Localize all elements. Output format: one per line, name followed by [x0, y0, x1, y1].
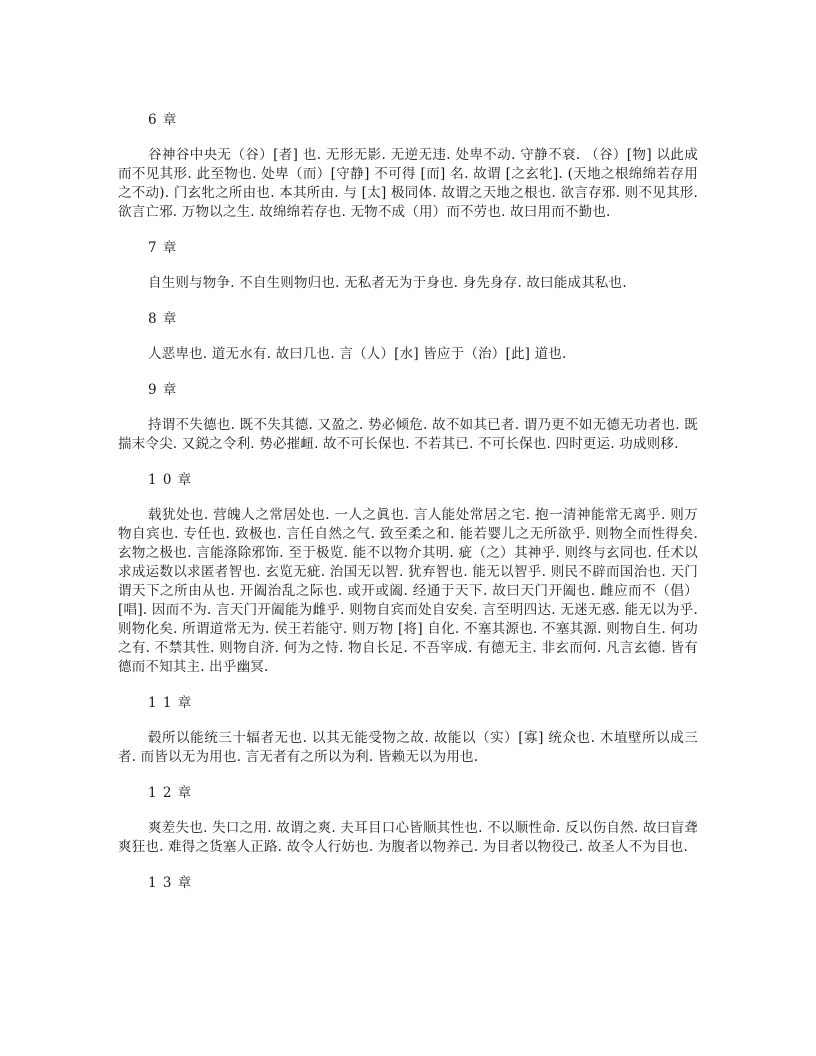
chapter-text-7: 自生则与物争. 不自生则物归也. 无私者无为于身也. 身先身存. 故曰能成其私也.	[148, 275, 627, 291]
chapter-heading-6: 6 章	[148, 112, 178, 128]
chapter-heading-7: 7 章	[148, 240, 178, 256]
chapter-text-9: 持谓不失德也. 既不失其德. 又盈之. 势必倾危. 故不如其已者. 谓乃更不如无德无功者也. 既揣末令尖. 又鋭之令利. 势必摧衄. 故不可长保也. 不若其已. 不可长保也. 四时更运. 功成则移.	[118, 417, 698, 452]
chapter-heading-9: 9 章	[148, 382, 178, 398]
chapter-heading-11: 1 1 章	[148, 695, 193, 711]
chapter-heading-12: 1 2 章	[148, 785, 193, 801]
chapter-text-8: 人恶卑也. 道无水有. 故曰几也. 言（人）[水] 皆应于（治）[此] 道也.	[148, 346, 567, 362]
chapter-heading-10: 1 0 章	[148, 472, 193, 488]
chapter-text-6: 谷神谷中央无（谷）[者] 也. 无形无影. 无逆无违. 处卑不动. 守静不衰. （谷）[物] 以此成而不见其形. 此至物也. 处卑（而）[守静] 不可得 [而] 名. 故谓 [之玄牝]. (天地之根绵绵若存用之不动). 门玄牝之所由也. 本其所由. 与 [太] 极同体. 故谓之天地之根也. 欲言存邪. 则不见其形. 欲言亡邪. 万物以之生. 故绵绵若存也. 无物不成（用）而不劳也. 故曰用而不勤也.	[118, 147, 698, 220]
document-body	[118, 108, 698, 895]
chapter-heading-13: 1 3 章	[148, 875, 193, 891]
chapter-text-10: 载犹处也. 营魄人之常居处也. 一人之眞也. 言人能处常居之宅. 抱一清神能常无离乎. 则万物自宾也. 专任也. 致极也. 言任自然之气. 致至柔之和. 能若婴儿之无所欲乎. 则物全而性得矣. 玄物之极也. 言能涤除邪饰. 至于极览. 能不以物介其明. 疵（之）其神乎. 则终与玄同也. 任术以求成运数以求匿者智也. 玄览无疵. 治国无以智. 犹弃智也. 能无以智乎. 则民不辟而国治也. 天门谓天下之所由从也. 开阖治乱之际也. 或开或阖. 经通于天下. 故曰天门开阖也. 雌应而不（倡）[唱]. 因而不为. 言天门开阖能为雌乎. 则物自宾而处自安矣. 言至明四达. 无迷无惑. 能无以为乎. 则物化矣. 所谓道常无为. 侯王若能守. 则万物 [将] 自化. 不塞其源也. 不塞其源. 则物自生. 何功之有. 不禁其性. 则物自济. 何为之恃. 物自长足. 不吾宰成. 有德无主. 非玄而何. 凡言玄德. 皆有德而不知其主. 出乎幽冥.	[118, 507, 698, 675]
chapter-text-12: 爽差失也. 失口之用. 故谓之爽. 夫耳目口心皆顺其性也. 不以顺性命. 反以伤自然. 故曰盲聋爽狂也. 难得之货塞人正路. 故令人行妨也. 为腹者以物养己. 为目者以物役己. 故圣人不为目也.	[118, 820, 698, 855]
chapter-text-11: 毂所以能统三十辐者无也. 以其无能受物之故. 故能以（实）[寡] 统众也. 木埴壁所以成三者. 而皆以无为用也. 言无者有之所以为利. 皆赖无以为用也.	[118, 730, 698, 765]
chapter-heading-8: 8 章	[148, 311, 178, 327]
